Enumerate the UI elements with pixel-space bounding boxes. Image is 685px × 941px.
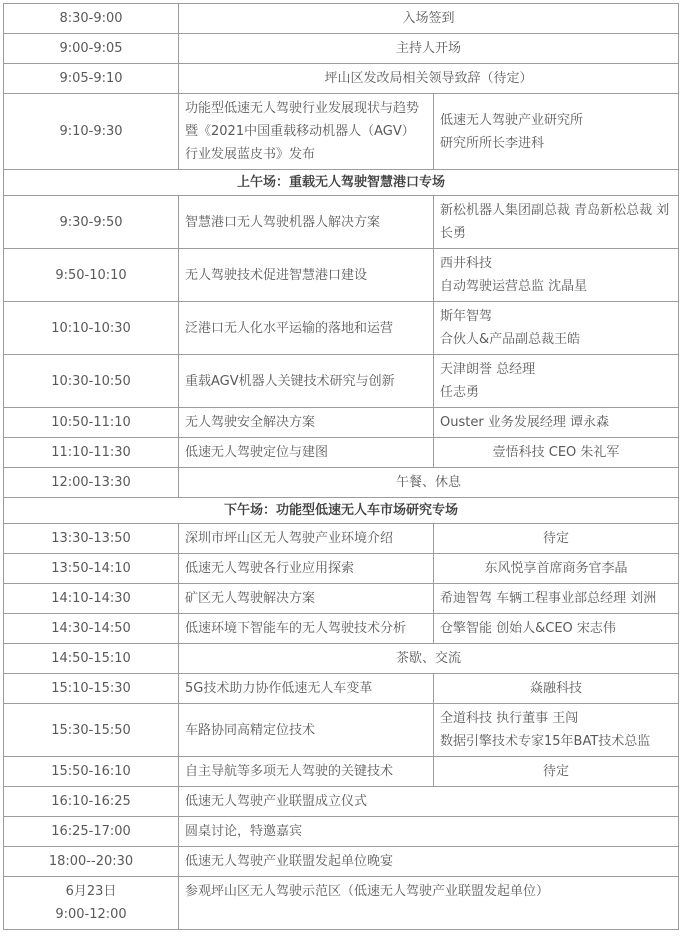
session-title-cell: 无人驾驶技术促进智慧港口建设 bbox=[179, 249, 434, 302]
table-row bbox=[4, 877, 679, 930]
time-cell bbox=[4, 302, 179, 355]
speaker-cell bbox=[434, 249, 679, 302]
time-text: 16:25-17:00 bbox=[51, 824, 131, 839]
speaker-line: 天津朗誉 总经理 bbox=[440, 362, 536, 377]
time-cell bbox=[4, 196, 179, 249]
speaker-line: 待定 bbox=[543, 531, 570, 546]
time-text: 14:50-15:10 bbox=[51, 651, 131, 666]
time-text: 9:50-10:10 bbox=[55, 267, 127, 283]
time-text: 9:10-9:30 bbox=[59, 124, 123, 139]
table-row bbox=[4, 196, 679, 249]
time-text: 9:05-9:10 bbox=[59, 71, 123, 86]
time-cell bbox=[4, 249, 179, 302]
time-text: 9:00-12:00 bbox=[55, 907, 127, 922]
time-cell bbox=[4, 34, 179, 64]
table-row bbox=[4, 408, 679, 438]
speaker-line: 全道科技 执行董事 王闯 bbox=[440, 711, 579, 726]
time-cell bbox=[4, 817, 179, 847]
section-header: 上午场：重载无人驾驶智慧港口专场 bbox=[4, 170, 679, 196]
speaker-line: 研究所所长李进科 bbox=[440, 135, 545, 151]
table-row bbox=[4, 847, 679, 877]
time-text: 13:50-14:10 bbox=[51, 561, 131, 576]
time-text: 15:10-15:30 bbox=[51, 681, 131, 696]
speaker-line: 待定 bbox=[543, 764, 570, 779]
speaker-cell bbox=[434, 524, 679, 554]
time-text: 10:10-10:30 bbox=[51, 320, 131, 336]
table-row bbox=[4, 757, 679, 787]
time-text: 11:10-11:30 bbox=[51, 445, 131, 460]
time-text: 8:30-9:00 bbox=[59, 11, 123, 26]
time-text: 16:10-16:25 bbox=[51, 794, 131, 809]
time-cell bbox=[4, 355, 179, 408]
speaker-line: 壹悟科技 CEO 朱礼军 bbox=[492, 445, 620, 460]
table-row bbox=[4, 584, 679, 614]
time-text: 13:30-13:50 bbox=[51, 531, 131, 546]
activity-cell: 入场签到 bbox=[179, 4, 679, 34]
table-row bbox=[4, 249, 679, 302]
speaker-line: Ouster 业务发展经理 谭永森 bbox=[440, 415, 609, 430]
time-cell bbox=[4, 787, 179, 817]
speaker-cell bbox=[434, 704, 679, 757]
speaker-cell bbox=[434, 355, 679, 408]
speaker-cell bbox=[434, 438, 679, 468]
time-text: 15:50-16:10 bbox=[51, 764, 131, 779]
session-title-cell: 重载AGV机器人关键技术研究与创新 bbox=[179, 355, 434, 408]
table-row bbox=[4, 674, 679, 704]
time-cell bbox=[4, 674, 179, 704]
activity-cell: 圆桌讨论，特邀嘉宾 bbox=[179, 817, 679, 847]
table-row bbox=[4, 438, 679, 468]
table-row bbox=[4, 524, 679, 554]
activity-cell: 参观坪山区无人驾驶示范区（低速无人驾驶产业联盟发起单位） bbox=[179, 877, 679, 930]
time-cell bbox=[4, 408, 179, 438]
speaker-line: 希迪智驾 车辆工程事业部总经理 刘洲 bbox=[440, 591, 657, 606]
time-text: 9:30-9:50 bbox=[59, 214, 123, 230]
speaker-line: 自动驾驶运营总监 沈晶星 bbox=[440, 279, 588, 294]
time-cell bbox=[4, 704, 179, 757]
session-title-cell: 低速无人驾驶定位与建图 bbox=[179, 438, 434, 468]
table-row bbox=[4, 64, 679, 94]
table-row bbox=[4, 498, 679, 524]
speaker-cell bbox=[434, 94, 679, 170]
speaker-cell bbox=[434, 302, 679, 355]
table-row bbox=[4, 704, 679, 757]
time-cell bbox=[4, 847, 179, 877]
speaker-line: 斯年智驾 bbox=[440, 309, 493, 324]
activity-cell: 低速无人驾驶产业联盟成立仪式 bbox=[179, 787, 679, 817]
session-title-cell: 智慧港口无人驾驶机器人解决方案 bbox=[179, 196, 434, 249]
time-cell bbox=[4, 94, 179, 170]
time-cell bbox=[4, 757, 179, 787]
session-title-cell: 矿区无人驾驶解决方案 bbox=[179, 584, 434, 614]
activity-cell: 坪山区发改局相关领导致辞（待定） bbox=[179, 64, 679, 94]
speaker-cell bbox=[434, 614, 679, 644]
time-cell bbox=[4, 64, 179, 94]
speaker-line: 低速无人驾驶产业研究所 bbox=[440, 112, 584, 128]
activity-cell: 主持人开场 bbox=[179, 34, 679, 64]
session-title-cell: 5G技术助力协作低速无人车变革 bbox=[179, 674, 434, 704]
time-cell bbox=[4, 554, 179, 584]
session-title-cell: 低速环境下智能车的无人驾驶技术分析 bbox=[179, 614, 434, 644]
speaker-line: 仓擎智能 创始人&CEO 宋志伟 bbox=[440, 621, 616, 636]
time-text: 18:00--20:30 bbox=[48, 854, 134, 869]
time-cell bbox=[4, 584, 179, 614]
speaker-line: 焱融科技 bbox=[530, 681, 583, 696]
time-text: 6月23日 bbox=[65, 884, 117, 899]
table-row bbox=[4, 554, 679, 584]
speaker-cell bbox=[434, 554, 679, 584]
time-text: 12:00-13:30 bbox=[51, 475, 131, 490]
time-cell bbox=[4, 614, 179, 644]
time-cell bbox=[4, 4, 179, 34]
session-title-cell: 无人驾驶安全解决方案 bbox=[179, 408, 434, 438]
speaker-line: 任志勇 bbox=[440, 385, 480, 400]
time-cell bbox=[4, 468, 179, 498]
agenda-table bbox=[3, 3, 679, 930]
speaker-cell bbox=[434, 757, 679, 787]
time-cell bbox=[4, 438, 179, 468]
table-row bbox=[4, 170, 679, 196]
table-row bbox=[4, 355, 679, 408]
activity-cell: 低速无人驾驶产业联盟发起单位晚宴 bbox=[179, 847, 679, 877]
speaker-cell bbox=[434, 584, 679, 614]
speaker-cell bbox=[434, 196, 679, 249]
session-title-cell: 深圳市坪山区无人驾驶产业环境介绍 bbox=[179, 524, 434, 554]
section-header: 下午场：功能型低速无人车市场研究专场 bbox=[4, 498, 679, 524]
table-row bbox=[4, 614, 679, 644]
table-row bbox=[4, 34, 679, 64]
activity-cell: 茶歇、交流 bbox=[179, 644, 679, 674]
speaker-line: 新松机器人集团副总裁 青岛新松总裁 刘长勇 bbox=[440, 203, 670, 241]
speaker-cell bbox=[434, 674, 679, 704]
time-text: 10:50-11:10 bbox=[51, 415, 131, 430]
session-title-cell: 车路协同高精定位技术 bbox=[179, 704, 434, 757]
time-cell bbox=[4, 877, 179, 930]
table-row bbox=[4, 644, 679, 674]
session-title-cell: 低速无人驾驶各行业应用探索 bbox=[179, 554, 434, 584]
table-row bbox=[4, 94, 679, 170]
table-row bbox=[4, 4, 679, 34]
time-text: 9:00-9:05 bbox=[59, 41, 123, 56]
activity-cell: 午餐、休息 bbox=[179, 468, 679, 498]
speaker-line: 数据引擎技术专家15年BAT技术总监 bbox=[440, 734, 651, 749]
table-row bbox=[4, 302, 679, 355]
speaker-line: 东风悦享首席商务官李晶 bbox=[484, 561, 628, 576]
table-row bbox=[4, 787, 679, 817]
table-row bbox=[4, 468, 679, 498]
time-cell bbox=[4, 524, 179, 554]
agenda-table-body bbox=[4, 4, 679, 930]
time-cell bbox=[4, 644, 179, 674]
table-row bbox=[4, 817, 679, 847]
speaker-line: 西井科技 bbox=[440, 256, 493, 271]
time-text: 10:30-10:50 bbox=[51, 373, 131, 389]
session-title-cell: 功能型低速无人驾驶行业发展现状与趋势暨《2021中国重载移动机器人（AGV）行业发展蓝皮书》发布 bbox=[179, 94, 434, 170]
session-title-cell: 自主导航等多项无人驾驶的关键技术 bbox=[179, 757, 434, 787]
speaker-cell bbox=[434, 408, 679, 438]
time-text: 15:30-15:50 bbox=[51, 722, 131, 738]
session-title-cell: 泛港口无人化水平运输的落地和运营 bbox=[179, 302, 434, 355]
time-text: 14:30-14:50 bbox=[51, 621, 131, 636]
speaker-line: 合伙人&产品副总裁王皓 bbox=[440, 332, 581, 347]
time-text: 14:10-14:30 bbox=[51, 591, 131, 606]
